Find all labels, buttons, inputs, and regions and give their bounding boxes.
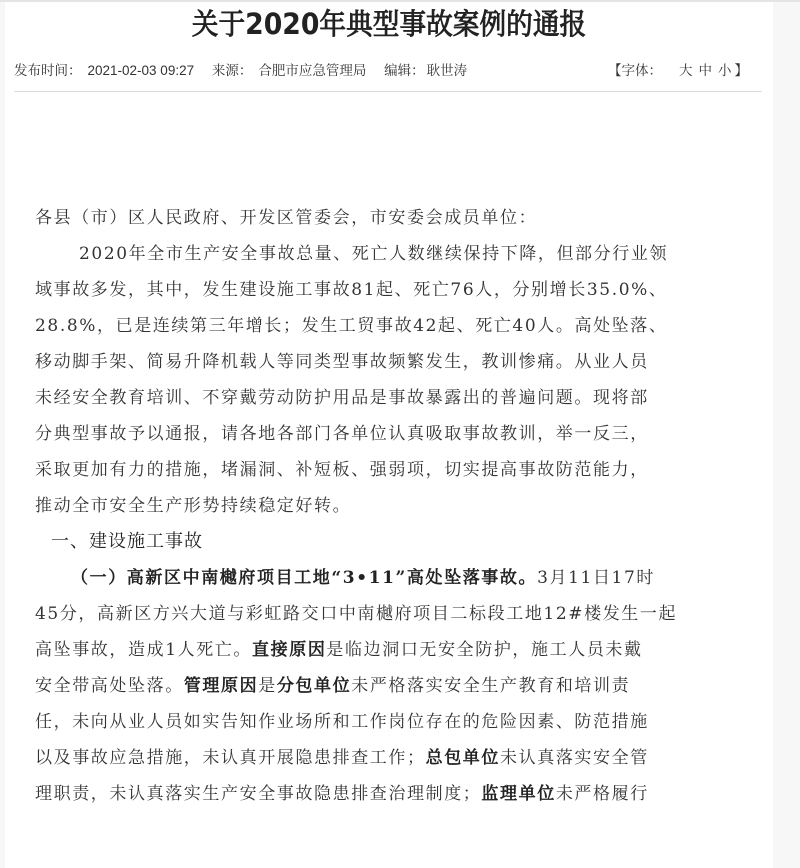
article-title: 关于2020年典型事故案例的通报 [191, 7, 587, 41]
intro-paragraph [35, 236, 735, 524]
case-text: 高坠事故，造成1人死亡。 [35, 640, 253, 660]
case-text: 未认真落实安全管 [500, 748, 649, 768]
article-meta [14, 59, 762, 81]
case-text: 未严格落实安全生产教育和培训责 [351, 676, 631, 696]
case-text: 任，未向从业人员如实告知作业场所和工作岗位存在的危险因素、防范措施 [35, 712, 649, 732]
intro-line: 未经安全教育培训、不穿戴劳动防护用品是事故暴露出的普遍问题。现将部 [35, 388, 649, 408]
case-text: 未严格履行 [555, 784, 649, 804]
meta-divider [14, 91, 762, 92]
intro-line: 28.8%，已是连续第三年增长；发生工贸事故42起、死亡40人。高处坠落、 [35, 316, 668, 336]
intro-line: 分典型事故予以通报，请各地各部门各单位认真吸取事故教训，举一反三， [35, 424, 649, 444]
section-heading: 一、建设施工事故 [51, 531, 203, 552]
direct-cause-label: 直接原因 [252, 640, 327, 660]
font-label-close: 】 [734, 63, 748, 78]
publish-label: 发布时间： [14, 63, 82, 78]
case-text: 以及事故应急措施，未认真开展隐患排查工作； [35, 748, 426, 768]
intro-line: 采取更加有力的措施，堵漏洞、补短板、强弱项，切实提高事故防范能力， [35, 460, 649, 480]
general-contractor-label: 总包单位 [425, 748, 501, 768]
editor: 耿世涛 [426, 63, 468, 78]
source-label: 来源： [211, 63, 253, 78]
source: 合肥市应急管理局 [258, 63, 367, 78]
intro-line: 推动全市安全生产形势持续稳定好转。 [35, 496, 352, 516]
supervisor-label: 监理单位 [481, 784, 556, 804]
font-small-button[interactable]: 小 [718, 63, 732, 78]
case-text: 是临边洞口无安全防护，施工人员未戴 [326, 640, 643, 660]
intro-line: 域事故多发，其中，发生建设施工事故81起、死亡76人，分别增长35.0%、 [35, 280, 668, 300]
font-size-switcher [608, 59, 762, 79]
case-heading: （一）高新区中南樾府项目工地“3•11”高处坠落事故。 [71, 568, 538, 588]
case-text: 安全带高处坠落。 [35, 676, 184, 696]
font-label-open: 【字体： [608, 63, 662, 78]
case-text: 45分，高新区方兴大道与彩虹路交口中南樾府项目二标段工地12#楼发生一起 [35, 604, 678, 624]
font-medium-button[interactable]: 中 [698, 63, 712, 78]
case-text: 理职责，未认真落实生产安全事故隐患排查治理制度； [35, 784, 482, 804]
intro-line: 2020年全市生产安全事故总量、死亡人数继续保持下降，但部分行业领 [79, 244, 669, 264]
salutation: 各县（市）区人民政府、开发区管委会，市安委会成员单位： [35, 208, 538, 228]
font-large-button[interactable]: 大 [679, 63, 693, 78]
editor-label: 编辑： [384, 63, 425, 78]
article-panel [5, 2, 773, 868]
management-cause-label: 管理原因 [183, 676, 259, 696]
case-text: 是 [258, 676, 277, 696]
publish-time: 2021-02-03 09:27 [87, 63, 195, 78]
case-paragraph [35, 560, 735, 812]
article-body [35, 200, 735, 812]
intro-line: 移动脚手架、简易升降机载人等同类型事故频繁发生，教训惨痛。从业人员 [35, 352, 649, 372]
case-text: 3月11日17时 [537, 568, 655, 588]
subcontractor-label: 分包单位 [276, 676, 352, 696]
